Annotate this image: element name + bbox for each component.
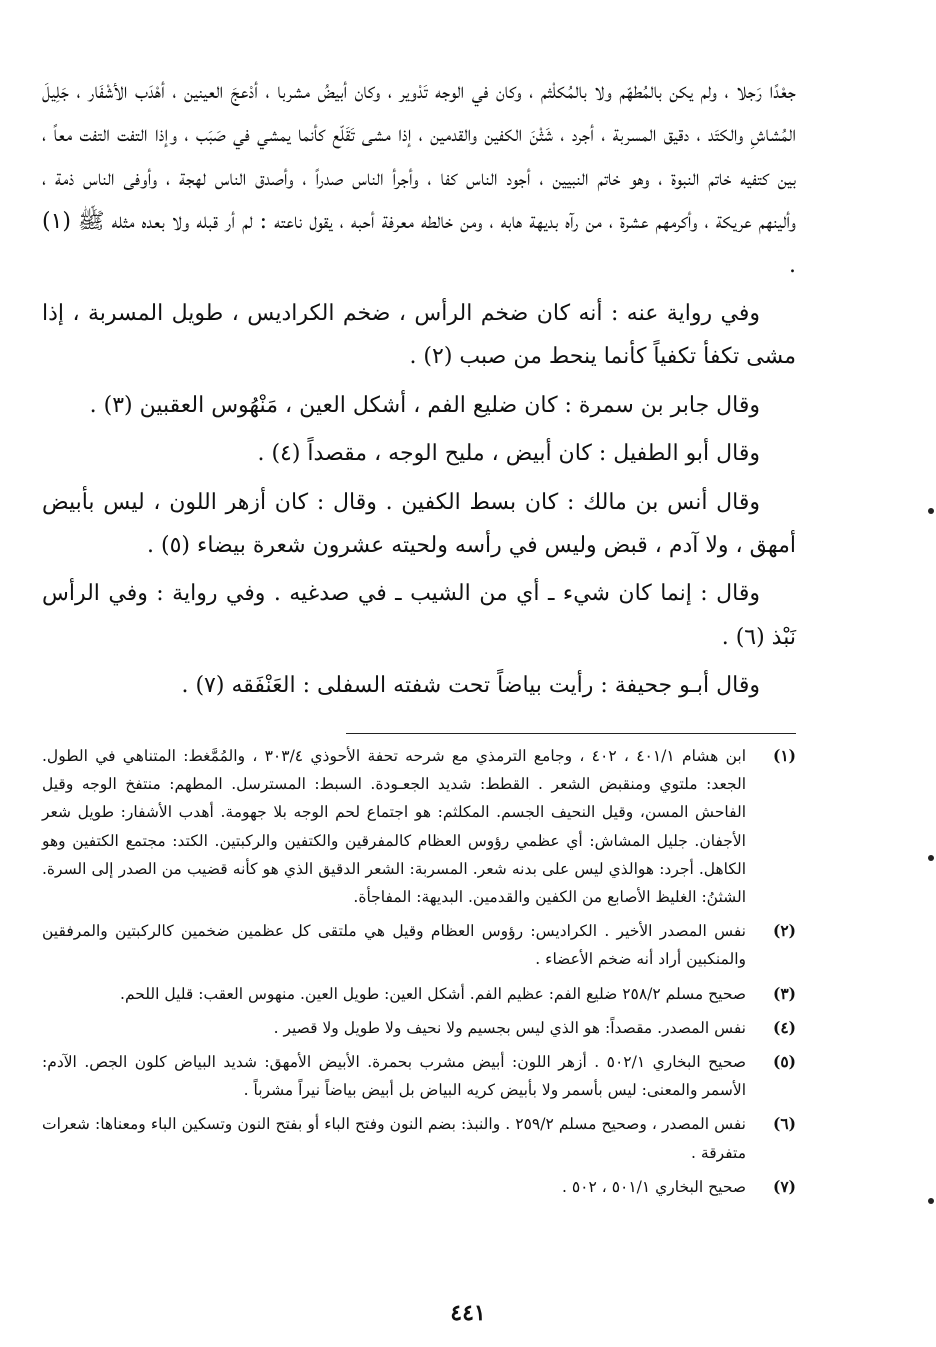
footnote-number: (٤) [772,1017,796,1037]
footnote-number: (٣) [772,983,796,1003]
footnotes [42,742,796,1207]
footnote-text: نفس المصدر الأخير . الكراديس: رؤوس العظام وقيل هي ملتقى كل عظمين ضخمين كالركبتين والمرفقين والمنكبين أراد أنه ضخم الأعضاء . [42,922,746,969]
footnote-number: (١) [772,746,796,765]
footnote-1 [42,742,796,911]
footnote-text: ابن هشام ٤٠١/١ ، ٤٠٢ ، وجامع الترمذي مع شرحه تحفة الأحوذي ٣٠٣/٤ ، والمُمَّغط: المتناهي في الطول. الجعد: ملتوي ومنقبض الشعر . القطط: شديد الجعـودة. السبط: المسترسل. المطهم: منتفخ الوجه وقيل الفاحش المسن، وقيل النحيف الجسم. المكلثم: هو اجتماع لحم الوجه بلا جهومة. أهدب الأشفار: طويل شعر الأجفان. جليل المشاش: أي عظمي رؤوس العظام كالمفرقين والكتفين والركبتين. الكتد: مجتمع الكتفين وهو الكاهل. أجرد: هوالذي ليس على بدنه شعر. المسربة: الشعر الدقيق الذي هو كأنه قضيب من الصدر إلى السرة. الشثنُ: الغليظ الأصابع من الكفين والقدمين. البديهة: المفاجأة. [42,747,747,907]
footnote-text: صحيح البخاري ٥٠٢/١ . أزهر اللون: أبيض مشرب بحمرة. الأبيض الأمهق: شديد البياض كلون الجص. الآدم: الأسمر والمعنى: ليس بأسمر ولا بأبيض كريه البياض بل أبيض بياضاً نيراً مشرباً . [42,1053,746,1100]
footnote-5 [42,1048,796,1104]
footnote-6 [42,1110,796,1166]
footnote-7 [42,1173,796,1201]
footnote-2 [42,917,796,973]
footnote-separator [346,733,796,734]
footnote-number: (٥) [772,1052,796,1072]
footnote-3 [42,980,796,1008]
main-paragraph-1: جعْدًا رَجلا ، ولم يكن بالمُطهّم ولا بالمُكلْثم ، وكان في الوجه تَدْوير ، وكان أبيضُ مشربا ، أدْعجَ العينين ، أهْدَب الأشْفَار ، جَلِيلَ المُشاشِ والكتَد ، دقيق المسربة ، أجرد ، شَثْنَ الكفين والقدمين ، إذا مشى تَقَلّع كأنما يمشي في صَبَب ، وإذا التفت التفت معاً ، بين كتفيه خاتم النبوة ، وهو خاتم النبيين ، أجود الناس كفا ، وأجرأ الناس صدراً ، وأصدق الناس لهجة ، وأوفى الناس ذمة ، وألينهم عريكة ، وأكرمهم عشرة ، من رآه بديهة هابه ، ومن خالطه معرفة أحبه ، يقول ناعته : لم أر قبله ولا بعده مثله ﷺ (١) . [42,79,796,278]
scan-dot-mark [928,508,934,514]
main-paragraph-3: وقال جابر بن سمرة : كان ضليع الفم ، أشكل العين ، مَنْهُوس العقبين (٣) . [89,392,760,418]
scan-dot-mark [928,1198,934,1204]
main-paragraph-6: وقال : إنما كان شيء ـ أي من الشيب ـ في صدغيه . وفي رواية : وفي الرأس نَبْذ (٦) . [42,581,796,650]
main-paragraph-7: وقال أبـو جحيفة : رأيت بياضاً تحت شفته السفلى : العَنْفَقه (٧) . [181,673,760,699]
main-paragraph-2: وفي رواية عنه : أنه كان ضخم الرأس ، ضخم الكراديس ، طويل المسربة ، إذا مشى تكفأ تكفياً كأنما ينحط من صبب (٢) . [42,301,796,370]
footnote-number: (٢) [772,921,796,941]
footnote-4 [42,1014,796,1042]
footnote-number: (٧) [772,1176,796,1196]
scan-dot-mark [928,855,934,861]
footnote-text: صحيح مسلم ٢٥٨/٢ ضليع الفم: عظيم الفم. أشكل العين: طويل العين. منهوس العقب: قليل اللحم. [120,984,746,1003]
main-paragraph-4: وقال أبو الطفيل : كان أبيض ، مليح الوجه ، مقصداً (٤) . [257,441,760,467]
main-text-block [42,70,796,708]
footnote-text: نفس المصدر. مقصداً: هو الذي ليس بجسيم ولا نحيف ولا طويل ولا قصير . [273,1018,746,1037]
footnote-text: صحيح البخاري ٥٠١/١ ، ٥٠٢ . [562,1177,746,1196]
main-paragraph-5: وقال أنس بن مالك : كان بسط الكفين . وقال : كان أزهر اللون ، ليس بأبيض أمهق ، ولا آدم ، قبض وليس في رأسه ولحيته عشرون شعرة بيضاء (٥) . [42,489,796,559]
main-text [42,70,796,708]
footnote-number: (٦) [772,1114,796,1134]
page-number: ٤٤١ [450,1300,486,1326]
footnote-text: نفس المصدر ، وصحيح مسلم ٢٥٩/٢ . والنبذ: بضم النون وفتح الباء أو بفتح النون وتسكين الباء ومعناها: شعرات متفرقة . [42,1115,746,1162]
